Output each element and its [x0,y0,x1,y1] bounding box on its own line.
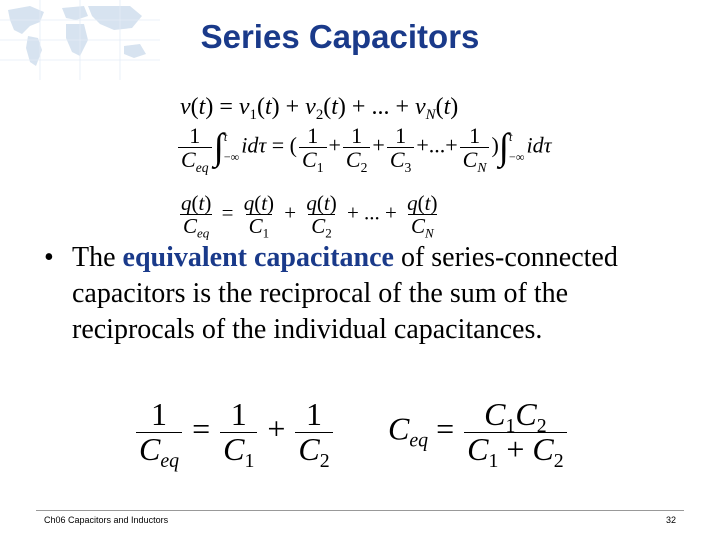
bullet-text [44,240,674,348]
bullet-text-after: of series-connected capacitors is the reciprocal of the sum of the reciprocals of the individual capacitances. [72,242,618,345]
bullet-point [44,240,674,348]
footer-divider [36,510,684,511]
bullet-highlight: equivalent capacitance [122,242,394,273]
slide-title: Series Capacitors [200,18,480,55]
product-over-sum-equation: $C_{eq}$ = $\frac{C_1C_2}{C_1 + C_2}$ [388,398,569,466]
page-number: 32 [665,515,676,525]
reciprocal-equation: $\frac{1}{C_{eq}}$ = $\frac{1}{C_1}$ + $\frac{1}{C_2}$ [134,398,335,466]
bullet-text-before: The [72,242,123,273]
integral-equation: $\frac{1}{C_{eq}}$ ∫ t −∞ idτ = ( $\frac{1}{C_1}$ + $\frac{1}{C_2}$ + $\frac{1}{C_3}$ +...+ $\frac{1}{C_N}$ )∫ t −∞ idτ [176,124,551,171]
footer-chapter: Ch06 Capacitors and Inductors [44,515,169,525]
charge-equation: $\frac{q(t)}{C_{eq}}$ = $\frac{q(t)}{C_1}$ + $\frac{q(t)}{C_2}$ + ... + $\frac{q(t)}{C_N}$ [181,191,438,241]
bullet-marker: • [44,242,54,273]
voltage-sum-equation: $v(t) = v_1(t) + v_2(t)$ + ... + $v_N(t)$ [180,94,459,124]
